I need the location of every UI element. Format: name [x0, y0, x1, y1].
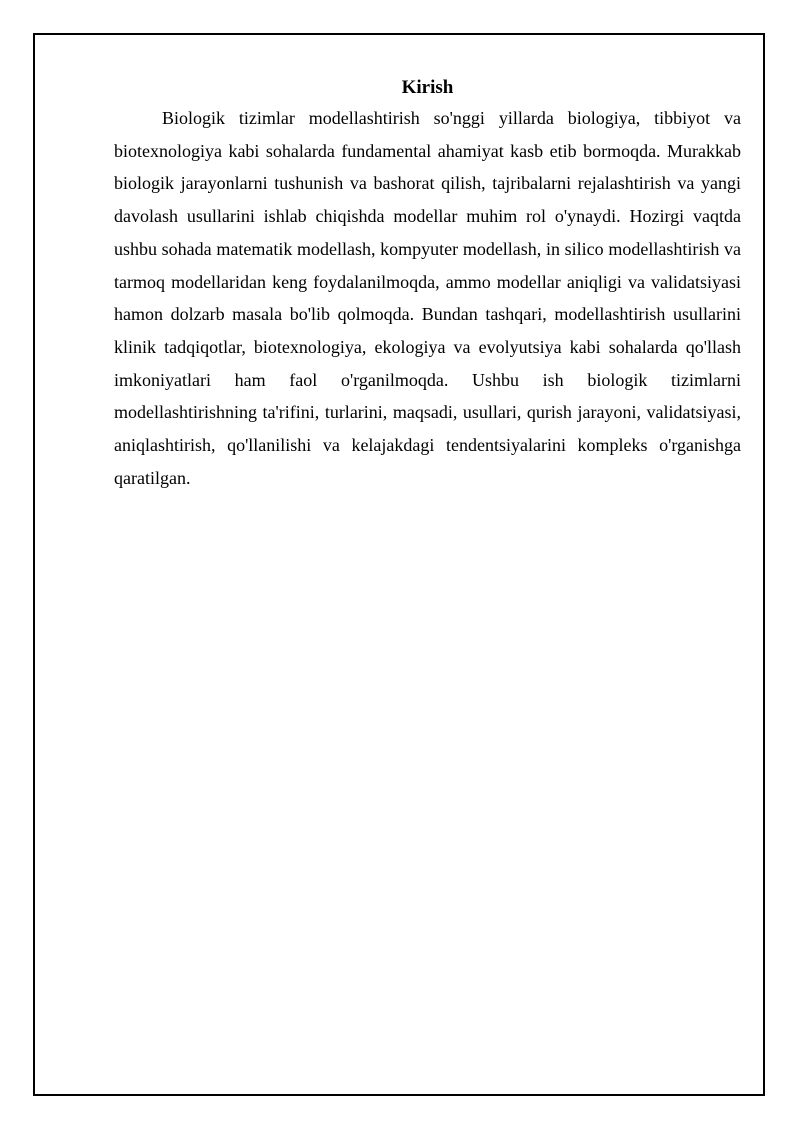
intro-paragraph: Biologik tizimlar modellashtirish so'nggi yillarda biologiya, tibbiyot va biotexnologiya kabi sohalarda fundamental ahamiyat kasb etib bormoqda. Murakkab biologik jarayonlarni tushunish va bashorat qilish, tajribalarni rejalashtirish va yangi davolash usullarini ishlab chiqishda modellar muhim rol o'ynaydi. Hozirgi vaqtda ushbu sohada matematik modellash, kompyuter modellash, in silico modellashtirish va tarmoq modellaridan keng foydalanilmoqda, ammo modellar aniqligi va validatsiyasi hamon dolzarb masala bo'lib qolmoqda. Bundan tashqari, modellashtirish usullarini klinik tadqiqotlar, biotexnologiya, ekologiya va evolyutsiya kabi sohalarda qo'llash imkoniyatlari ham faol o'rganilmoqda. Ushbu ish biologik tizimlarni modellashtirishning ta'rifini, turlarini, maqsadi, usullari, qurish jarayoni, validatsiyasi, aniqlashtirish, qo'llanilishi va kelajakdagi tendentsiyalarini kompleks o'rganishga qaratilgan.: [114, 108, 741, 488]
document-body: [114, 74, 741, 494]
section-heading: Kirish: [401, 77, 454, 98]
